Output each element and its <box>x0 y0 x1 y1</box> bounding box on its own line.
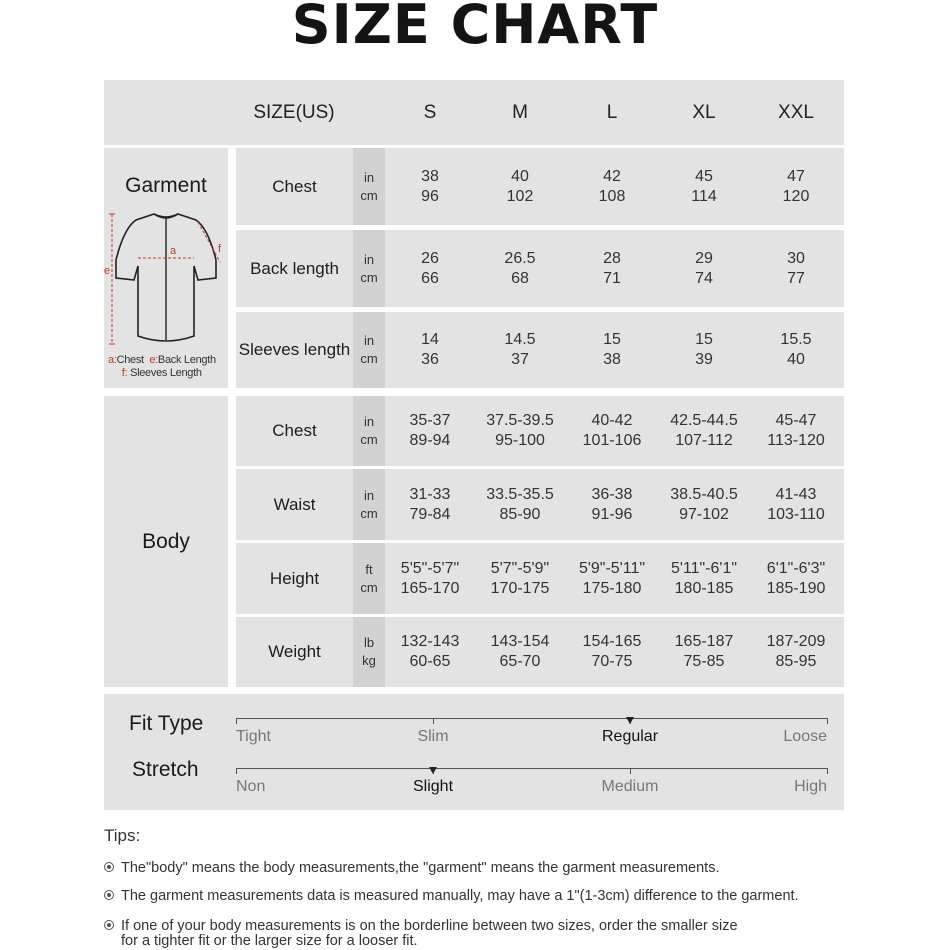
body-value-cell <box>474 617 566 687</box>
value-primary: 42 <box>603 167 621 185</box>
value-secondary: 185-190 <box>766 579 826 597</box>
value-primary: 36-38 <box>591 485 633 503</box>
value-secondary: 71 <box>603 269 621 287</box>
stretch-scale-tick <box>236 768 237 774</box>
body-value-cell <box>384 396 476 466</box>
bullet-icon <box>104 890 114 900</box>
value-secondary: 40 <box>787 351 805 368</box>
value-primary: 15.5 <box>780 331 812 348</box>
value-secondary: 85-95 <box>775 653 817 670</box>
tip-text: The"body" means the body measurements,the "garment" means the garment measurements. <box>121 860 720 876</box>
value-primary: 15 <box>603 331 621 348</box>
tip-item-3-continued <box>121 933 418 949</box>
value-primary: 31-33 <box>409 485 451 503</box>
value-primary: 6'1"-6'3" <box>766 559 826 577</box>
stretch-option-non: Non <box>236 778 266 795</box>
value-secondary: 74 <box>695 269 713 287</box>
value-secondary: 97-102 <box>679 505 729 523</box>
unit-primary: lb <box>363 635 375 650</box>
garment-row-units <box>353 230 385 307</box>
tip-text: The garment measurements data is measured manually, may have a 1"(1-3cm) difference to the garment. <box>121 888 799 904</box>
value-primary: 47 <box>787 167 805 185</box>
body-value-cell <box>474 396 566 466</box>
unit-primary: in <box>363 169 375 185</box>
tip-item-3 <box>104 918 738 934</box>
unit-secondary: cm <box>360 505 378 521</box>
unit-secondary: cm <box>360 351 378 366</box>
fit_type-scale-tick <box>433 718 434 724</box>
fit_type-selected-marker <box>626 717 634 724</box>
value-primary: 45 <box>695 167 713 185</box>
body-value-cell <box>750 469 842 540</box>
garment-section-label: Garment <box>125 174 207 197</box>
body-value-cell <box>566 543 658 614</box>
value-primary: 5'5"-5'7" <box>400 559 460 577</box>
body-row-units <box>353 617 385 687</box>
value-primary: 26.5 <box>504 249 536 267</box>
value-primary: 14 <box>421 331 439 348</box>
value-secondary: 70-75 <box>591 653 633 670</box>
stretch-scale-tick <box>630 768 631 774</box>
value-primary: 30 <box>787 249 805 267</box>
value-secondary: 89-94 <box>409 432 451 449</box>
garment-value-cell <box>658 148 750 225</box>
garment-row-units <box>353 148 385 225</box>
garment-value-cell <box>750 230 842 307</box>
value-secondary: 38 <box>603 351 621 368</box>
body-value-cell <box>750 396 842 466</box>
fit_type-option-tight: Tight <box>236 728 271 745</box>
garment-value-cell <box>566 148 658 225</box>
value-primary: 5'9"-5'11" <box>578 559 646 577</box>
body-value-cell <box>658 396 750 466</box>
value-secondary: 114 <box>691 187 717 205</box>
body-row-units <box>353 396 385 466</box>
tips-title: Tips: <box>104 826 141 845</box>
body-value-cell <box>566 617 658 687</box>
body-value-cell <box>566 469 658 540</box>
body-row-units <box>353 469 385 540</box>
value-secondary: 65-70 <box>499 653 541 670</box>
body-value-cell <box>474 469 566 540</box>
body-row-label: Height <box>269 568 320 588</box>
value-secondary: 101-106 <box>582 432 642 449</box>
garment-value-cell <box>384 230 476 307</box>
legend-text-f: Sleeves Length <box>130 367 202 379</box>
legend-text-e: Back Length <box>157 354 216 366</box>
unit-primary: in <box>363 333 375 348</box>
value-secondary: 85-90 <box>499 505 541 523</box>
stretch-option-slight: Slight <box>412 778 454 795</box>
value-secondary: 77 <box>787 269 805 287</box>
size-header-xl: XL <box>692 101 716 123</box>
garment-row-label: Back length <box>250 258 339 278</box>
value-primary: 38.5-40.5 <box>670 485 738 503</box>
garment-row-label: Sleeves length <box>238 340 351 359</box>
size-header-l: L <box>606 101 618 123</box>
value-secondary: 68 <box>511 269 529 287</box>
value-primary: 29 <box>695 249 713 267</box>
jersey-diagram <box>104 206 228 354</box>
legend-text-a: Chest <box>116 354 144 366</box>
value-secondary: 60-65 <box>409 653 451 670</box>
unit-primary: in <box>363 251 375 267</box>
value-secondary: 66 <box>421 269 439 287</box>
value-secondary: 120 <box>782 187 810 205</box>
body-value-cell <box>658 543 750 614</box>
body-value-cell <box>658 617 750 687</box>
garment-value-cell <box>384 312 476 388</box>
unit-secondary: cm <box>360 432 378 447</box>
body-value-cell <box>384 469 476 540</box>
value-primary: 33.5-35.5 <box>486 485 554 503</box>
value-primary: 45-47 <box>775 412 817 429</box>
body-row-label: Waist <box>273 494 316 514</box>
unit-primary: in <box>363 414 375 429</box>
garment-value-cell <box>474 148 566 225</box>
body-row-units <box>353 543 385 614</box>
value-primary: 14.5 <box>504 331 536 348</box>
value-secondary: 170-175 <box>490 579 550 597</box>
body-value-cell <box>750 543 842 614</box>
unit-secondary: cm <box>360 187 378 203</box>
fit_type-scale-tick <box>236 718 237 724</box>
garment-value-cell <box>566 230 658 307</box>
garment-value-cell <box>750 312 842 388</box>
body-value-cell <box>474 543 566 614</box>
stretch-option-high: High <box>794 778 827 795</box>
size-header-xxl: XXL <box>778 101 814 123</box>
fit-type-label: Fit Type <box>129 712 204 735</box>
value-secondary: 108 <box>598 187 626 205</box>
stretch-selected-marker <box>429 767 437 774</box>
body-row-label: Chest <box>272 421 317 440</box>
body-value-cell <box>566 396 658 466</box>
garment-value-cell <box>658 230 750 307</box>
value-primary: 26 <box>421 249 439 267</box>
body-value-cell <box>658 469 750 540</box>
diagram-legend <box>108 354 232 380</box>
value-secondary: 180-185 <box>674 579 734 597</box>
fit_type-option-regular: Regular <box>601 728 659 745</box>
legend-key-a: a: <box>108 354 117 366</box>
garment-value-cell <box>474 312 566 388</box>
tip-text: for a tighter fit or the larger size for a looser fit. <box>121 933 418 949</box>
value-primary: 28 <box>603 249 621 267</box>
garment-row-label: Chest <box>272 176 317 196</box>
garment-value-cell <box>384 148 476 225</box>
body-row-label: Weight <box>268 642 321 661</box>
value-primary: 143-154 <box>490 633 550 650</box>
bullet-icon <box>104 920 114 930</box>
page-title: SIZE CHART <box>291 0 659 56</box>
value-primary: 5'11"-6'1" <box>670 559 738 577</box>
fit_type-option-slim: Slim <box>417 728 449 745</box>
stretch-scale-tick <box>827 768 828 774</box>
value-secondary: 107-112 <box>675 432 733 449</box>
fit_type-option-loose: Loose <box>783 728 827 745</box>
unit-primary: in <box>363 487 375 503</box>
stretch-option-medium: Medium <box>601 778 659 795</box>
body-value-cell <box>384 543 476 614</box>
value-primary: 5'7"-5'9" <box>490 559 550 577</box>
fit_type-scale-tick <box>827 718 828 724</box>
garment-value-cell <box>566 312 658 388</box>
legend-key-e: e: <box>149 354 158 366</box>
value-primary: 37.5-39.5 <box>486 412 554 429</box>
unit-secondary: cm <box>360 579 378 595</box>
garment-value-cell <box>750 148 842 225</box>
value-secondary: 165-170 <box>400 579 460 597</box>
fit_type-scale-line <box>236 718 828 719</box>
size-column-header: SIZE(US) <box>253 101 335 123</box>
bullet-icon <box>104 862 114 872</box>
garment-value-cell <box>658 312 750 388</box>
value-secondary: 113-120 <box>767 432 825 449</box>
value-secondary: 103-110 <box>767 505 825 523</box>
value-primary: 35-37 <box>409 412 451 429</box>
size-header-m: M <box>512 101 528 123</box>
value-primary: 40-42 <box>591 412 633 429</box>
body-value-cell <box>750 617 842 687</box>
stretch-label: Stretch <box>132 758 199 781</box>
value-secondary: 96 <box>421 187 439 205</box>
value-primary: 165-187 <box>674 633 734 650</box>
garment-value-cell <box>474 230 566 307</box>
stretch-scale-line <box>236 768 828 769</box>
value-secondary: 95-100 <box>495 432 545 449</box>
value-primary: 42.5-44.5 <box>670 412 738 429</box>
value-primary: 41-43 <box>775 485 817 503</box>
value-secondary: 39 <box>695 351 713 368</box>
garment-row-units <box>353 312 385 388</box>
tip-item-1 <box>104 860 719 876</box>
value-secondary: 36 <box>421 351 439 368</box>
tip-text: If one of your body measurements is on the borderline between two sizes, order the smaller size <box>121 918 738 934</box>
diagram-letter-e: e <box>104 265 111 277</box>
value-primary: 154-165 <box>582 633 642 650</box>
value-secondary: 37 <box>511 351 529 368</box>
diagram-letter-f: f <box>218 243 222 255</box>
value-primary: 38 <box>421 167 439 185</box>
diagram-letter-a: a <box>170 245 177 257</box>
value-primary: 15 <box>695 331 713 348</box>
value-primary: 187-209 <box>766 633 826 650</box>
tip-item-2 <box>104 888 799 904</box>
value-secondary: 75-85 <box>683 653 725 670</box>
value-primary: 40 <box>511 167 529 185</box>
value-secondary: 102 <box>506 187 534 205</box>
unit-secondary: kg <box>362 653 376 668</box>
size-header-s: S <box>423 101 437 123</box>
value-secondary: 79-84 <box>409 505 451 523</box>
legend-key-f: f: <box>121 367 128 379</box>
body-value-cell <box>384 617 476 687</box>
value-secondary: 91-96 <box>591 505 633 523</box>
body-section-label: Body <box>142 530 190 553</box>
value-primary: 132-143 <box>400 633 460 650</box>
unit-primary: ft <box>365 561 373 577</box>
unit-secondary: cm <box>360 269 378 285</box>
value-secondary: 175-180 <box>582 579 642 597</box>
